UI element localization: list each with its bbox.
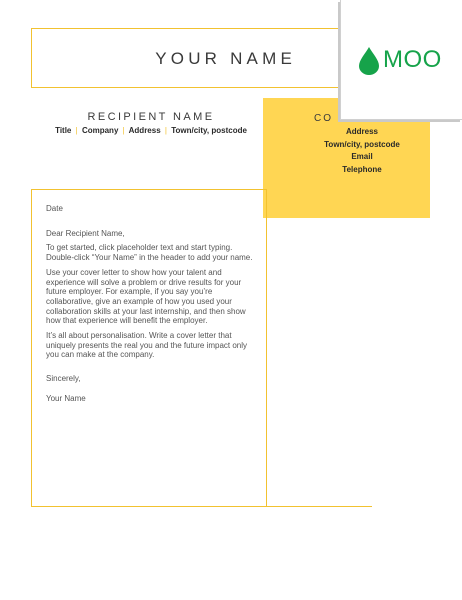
recipient-name[interactable]: RECIPIENT NAME [87,111,215,123]
contact-title: CO [314,113,333,124]
recipient-details [40,126,262,135]
contact-email[interactable]: Email [351,152,373,161]
recipient-town[interactable]: Town/city, postcode [171,126,247,135]
logo-card [340,0,462,120]
letter-date[interactable]: Date [46,204,63,213]
letter-greeting[interactable]: Dear Recipient Name, [46,228,125,238]
header-name[interactable]: YOUR NAME [155,49,296,68]
contact-list [263,126,461,176]
divider [266,506,372,507]
recipient-company[interactable]: Company [81,126,119,135]
separator: | [122,126,125,135]
contact-telephone[interactable]: Telephone [342,164,382,174]
letter-paragraph[interactable]: To get started, click placeholder text and start typing. Double-click “Your Name” in the header to add your name. [46,243,253,263]
separator: | [164,126,167,135]
letter-paragraph[interactable]: Use your cover letter to show how your talent and experience will solve a problem or drive results for your future employer. For example, if you say you’re collaborative, give an example of how you used your collaboration skills at your last internship, and then show how that experience will benefit the employer. [46,267,246,326]
drop-icon [359,47,379,75]
recipient-title[interactable]: Title [55,126,72,135]
separator: | [75,126,78,135]
letter-signature[interactable]: Your Name [46,393,86,403]
letter-body [46,204,258,404]
contact-address[interactable]: Address [345,127,378,136]
recipient-address[interactable]: Address [128,126,161,135]
letter-paragraph[interactable]: It’s all about personalisation. Write a cover letter that uniquely presents the real you and the future impact only you can make at the company. [46,331,248,360]
header-name-box [31,28,372,88]
contact-town[interactable]: Town/city, postcode [324,139,400,149]
logo-text: MOO [383,46,442,73]
letter-closing[interactable]: Sincerely, [46,374,81,384]
